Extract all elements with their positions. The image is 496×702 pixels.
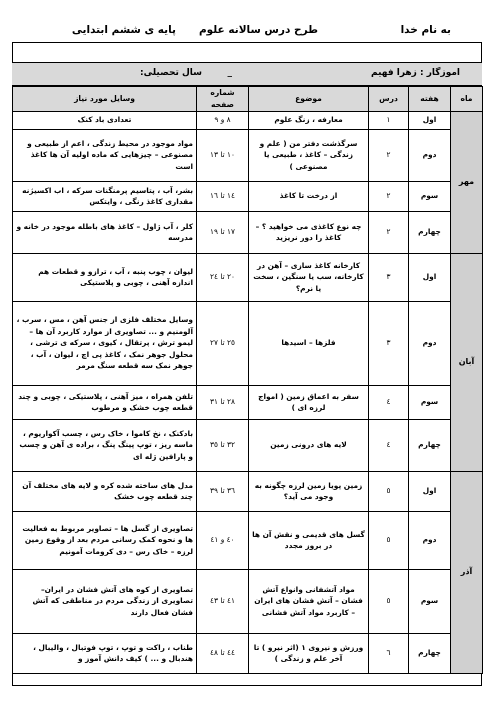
week-cell: دوم: [409, 511, 451, 569]
table-row: [13, 301, 483, 385]
week-cell: اول: [409, 253, 451, 301]
teacher-name: اموزگار : زهرا فهیم: [371, 68, 460, 78]
pages-cell: ٤١ تا ٤٣: [197, 569, 249, 633]
table-row: [13, 419, 483, 471]
materials-cell: تعدادی باد کنک: [13, 111, 197, 129]
lesson-cell: ٥: [369, 511, 409, 569]
table-header-row: [13, 87, 483, 112]
month-cell: آبان: [451, 253, 483, 471]
lesson-cell: ٣: [369, 301, 409, 385]
week-cell: دوم: [409, 129, 451, 181]
materials-cell: طناب ، راکت و توپ ، توپ فوتبال ، والیبال ، هندبال و ... ) کیف دانش آموز و: [13, 633, 197, 673]
week-cell: سوم: [409, 181, 451, 211]
week-cell: اول: [409, 471, 451, 511]
materials-cell: وسایل مختلف فلزی از جنس آهن ، مس ، سرب ، آلومنیم و ... تصاویری از موارد کاربرد آن ها – لیمو ترش ، پرتقال ، کیوی ، سرکه ی ترشی ، محلول جوهر نمک ، کاغذ پی اچ ، لیوان ، آب ، جوهر نمک سه قطعه سنگ مرمر: [13, 301, 197, 385]
week-cell: دوم: [409, 301, 451, 385]
pages-cell: ٣٢ تا ٣٥: [197, 419, 249, 471]
lesson-cell: ٢: [369, 129, 409, 181]
col-materials: وسایل مورد نیاز: [13, 87, 197, 112]
pages-cell: ٨ و ٩: [197, 111, 249, 129]
pages-cell: ١٧ تا ١٩: [197, 211, 249, 253]
table-row: [13, 181, 483, 211]
week-cell: اول: [409, 111, 451, 129]
topic-cell: از درخت تا کاغذ: [249, 181, 369, 211]
pages-cell: ٢٠ تا ٢٤: [197, 253, 249, 301]
week-cell: سوم: [409, 569, 451, 633]
table-row: [13, 211, 483, 253]
month-cell: آذر: [451, 471, 483, 673]
lesson-cell: ٤: [369, 385, 409, 419]
materials-cell: تلفن همراه ، میز آهنی ، پلاستیکی ، چوبی و چند قطعه چوب خشک و مرطوب: [13, 385, 197, 419]
week-cell: چهارم: [409, 419, 451, 471]
topic-cell: ورزش و نیروی ١ (اثر نیرو ) تا آخر علم و زندگی ): [249, 633, 369, 673]
pages-cell: ٣٦ تا ٣٩: [197, 471, 249, 511]
week-cell: سوم: [409, 385, 451, 419]
col-lesson: درس: [369, 87, 409, 112]
col-pages: شماره صفحه: [197, 87, 249, 112]
topic-cell: فلزها – اسیدها: [249, 301, 369, 385]
table-row: [13, 471, 483, 511]
lesson-plan-table: [12, 86, 483, 674]
col-week: هفته: [409, 87, 451, 112]
school-year-label: سال تحصیلی:: [140, 68, 202, 78]
topic-cell: لایه های درونی زمین: [249, 419, 369, 471]
teacher-bar: [12, 62, 482, 86]
table-row: [13, 633, 483, 673]
table-row: [13, 385, 483, 419]
pages-cell: ٤٤ تا ٤٨: [197, 633, 249, 673]
materials-cell: تصاویری از گسل ها – تصاویر مربوط به فعالیت ها و نحوه کمک رسانی مردم بعد از وقوع زمین لرزه – خاک رس – دی کرومات آمونیم: [13, 511, 197, 569]
materials-cell: تصاویری از کوه های آتش فشان در ایران– تصاویری از زندگی مردم در مناطقی که آتش فشان فعال دارند: [13, 569, 197, 633]
topic-cell: گسل های قدیمی و نقش آن ها در بروز مجدد: [249, 511, 369, 569]
materials-cell: لیوان ، چوب پنبه ، آب ، ترازو و قطعات هم اندازه آهنی ، چوبی و پلاستیکی: [13, 253, 197, 301]
table-row: [13, 129, 483, 181]
materials-cell: مدل های ساخته شده کره و لایه های مختلف آن چند قطعه چوب خشک: [13, 471, 197, 511]
table-row: [13, 111, 483, 129]
pages-cell: ٤٠ و ٤١: [197, 511, 249, 569]
col-topic: موضوع: [249, 87, 369, 112]
lesson-cell: ٣: [369, 253, 409, 301]
materials-cell: مواد موجود در محیط زندگی ، اعم از طبیعی و مصنوعی – چیزهایی که ماده اولیه آن ها کاغذ است: [13, 129, 197, 181]
topic-cell: زمین پویا زمین لرزه چگونه به وجود می آید؟: [249, 471, 369, 511]
pages-cell: ٢٨ تا ٣١: [197, 385, 249, 419]
lesson-cell: ٦: [369, 633, 409, 673]
materials-cell: بادکنک ، نخ کاموا ، خاک رس ، چسب آکواریوم ، ماسه ریز ، توپ پینگ پنگ ، براده ی آهن و چسب و پارافین ژله ای: [13, 419, 197, 471]
topic-cell: مواد آتشفانی وانواع آتش فشان – آتش فشان های ایران – کاربرد مواد آتش فشانی: [249, 569, 369, 633]
pages-cell: ٢٥ تا ٢٧: [197, 301, 249, 385]
table-row: [13, 511, 483, 569]
lesson-cell: ١: [369, 111, 409, 129]
pages-cell: ١٠ تا ١٣: [197, 129, 249, 181]
pages-cell: ١٤ تا ١٦: [197, 181, 249, 211]
week-cell: چهارم: [409, 633, 451, 673]
document-header: [0, 0, 496, 42]
school-year-mark: _: [227, 68, 232, 78]
topic-cell: کارخانه کاغذ سازی – آهن در کارخانه، سب یا سنگین ، سخت یا نرم؟: [249, 253, 369, 301]
topic-cell: سرگذشت دفتر من ( علم و زندگی – کاغذ ، طبیعی یا مصنوعی ): [249, 129, 369, 181]
grade-label: پایه ی ششم ابتدایی: [71, 24, 176, 36]
topic-cell: سفر به اعماق زمین ( امواج لرزه ای ): [249, 385, 369, 419]
lesson-cell: ٢: [369, 181, 409, 211]
col-month: ماه: [451, 87, 483, 112]
plan-title: طرح درس سالانه علوم: [198, 24, 318, 36]
lesson-cell: ٤: [369, 419, 409, 471]
materials-cell: بشر، آب ، پتاسیم پرمنگنات سرکه ، اب اکسیژنه مقداری کاغذ رنگی ، وایتکس: [13, 181, 197, 211]
week-cell: چهارم: [409, 211, 451, 253]
basmala: به نام خدا: [400, 24, 451, 36]
lesson-cell: ٥: [369, 471, 409, 511]
topic-cell: معارفه ، زنگ علوم: [249, 111, 369, 129]
lesson-cell: ٥: [369, 569, 409, 633]
materials-cell: کلر ، آب ژاول – کاغذ های باطله موجود در خانه و مدرسه: [13, 211, 197, 253]
table-row: [13, 569, 483, 633]
lesson-cell: ٢: [369, 211, 409, 253]
topic-cell: چه نوع کاغذی می خواهید ؟ – کاغذ را دور نریزید: [249, 211, 369, 253]
table-row: [13, 253, 483, 301]
month-cell: مهر: [451, 111, 483, 253]
